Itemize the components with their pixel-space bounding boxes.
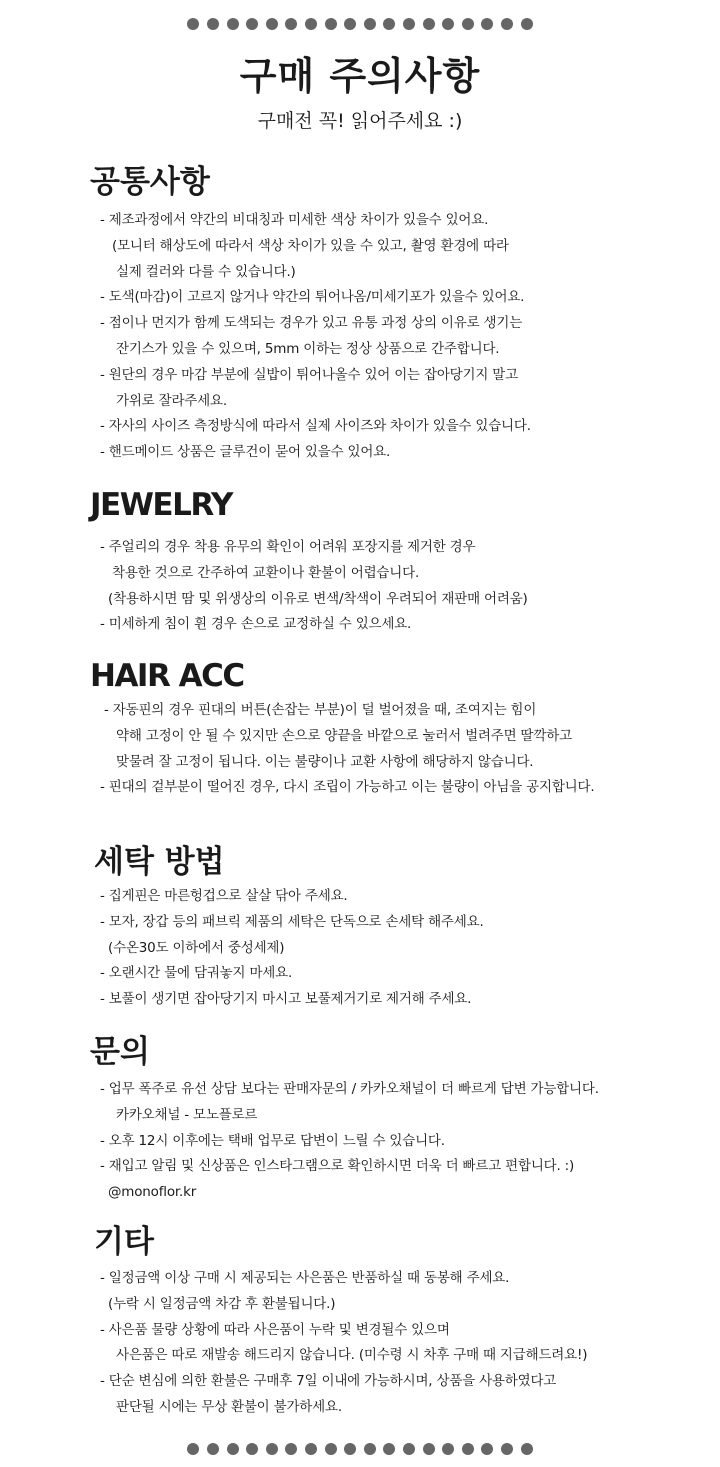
section-heading: 기타 [94,1224,154,1260]
dot-ornament [344,1443,356,1455]
dot-ornament [403,1443,415,1455]
notice-line: - 주얼리의 경우 착용 유무의 확인이 어려워 포장지를 제거한 경우 [100,539,476,555]
dot-ornament [501,1443,513,1455]
notice-line: - 모자, 장갑 등의 패브릭 제품의 세탁은 단독으로 손세탁 해주세요. [100,913,484,930]
notice-line: - 오랜시간 물에 담궈놓지 마세요. [100,965,293,982]
dot-ornament [442,1443,454,1455]
dot-ornament [364,1443,376,1455]
dot-ornament [383,1443,395,1455]
dot-ornament [462,18,474,30]
dot-ornament [442,18,454,30]
notice-line: - 집게핀은 마른헝겁으로 살살 닦아 주세요. [100,888,348,904]
notice-line: 잔기스가 있을 수 있으며, 5mm 이하는 정상 상품으로 간주합니다. [116,340,500,357]
dot-ornament [325,18,337,30]
bottom-dot-divider [0,1443,720,1455]
notice-line: - 사은품 물량 상황에 따라 사은품이 누락 및 변경될수 있으며 [100,1321,450,1338]
notice-line: 카카오채널 - 모노플로르 [116,1106,258,1123]
top-dot-divider [0,18,720,30]
notice-line: 맞물려 잘 고정이 됩니다. 이는 불량이나 교환 사항에 해당하지 않습니다. [116,753,534,770]
dot-ornament [383,18,395,30]
dot-ornament [364,18,376,30]
notice-line: 실제 컬러와 다를 수 있습니다.) [116,263,296,280]
notice-line: - 도색(마감)이 고르지 않거나 약간의 튀어나옴/미세기포가 있을수 있어요. [100,289,525,306]
notice-line: - 보풀이 생기면 잡아당기지 마시고 보풀제거기로 제거해 주세요. [100,991,472,1008]
notice-line: - 업무 폭주로 유선 상담 보다는 판매자문의 / 카카오채널이 더 빠르게 답변 가능합니다. [100,1081,599,1097]
dot-ornament [501,18,513,30]
notice-line: (누락 시 일정금액 차감 후 환불됩니다.) [108,1295,336,1312]
dot-ornament [227,1443,239,1455]
notice-line: - 자사의 사이즈 측정방식에 따라서 실제 사이즈와 차이가 있을수 있습니다. [100,418,531,435]
notice-line: - 단순 변심에 의한 환불은 구매후 7일 이내에 가능하시며, 상품을 사용하였다고 [100,1373,557,1390]
dot-ornament [521,18,533,30]
notice-line: 사은품은 따로 재발송 해드리지 않습니다. (미수령 시 차후 구매 때 지급해드려요!) [116,1347,588,1364]
section-heading: 공통사항 [90,164,210,200]
dot-ornament [305,1443,317,1455]
dot-ornament [521,1443,533,1455]
dot-ornament [266,1443,278,1455]
dot-ornament [481,18,493,30]
notice-line: - 원단의 경우 마감 부분에 실밥이 튀어나올수 있어 이는 잡아당기지 말고 [100,366,518,383]
dot-ornament [187,18,199,30]
section-heading: 세탁 방법 [94,844,225,880]
page-title: 구매 주의사항 [239,54,481,98]
dot-ornament [207,1443,219,1455]
page-subtitle: 구매전 꼭! 읽어주세요 :) [257,110,463,132]
notice-line: - 자동핀의 경우 핀대의 버튼(손잡는 부분)이 덜 벌어졌을 때, 조여지는 힘이 [104,702,537,718]
notice-line: - 일정금액 이상 구매 시 제공되는 사은품은 반품하실 때 동봉해 주세요. [100,1270,510,1286]
notice-line: - 점이나 먼지가 함께 도색되는 경우가 있고 유통 과정 상의 이유로 생기는 [100,315,523,332]
dot-ornament [227,18,239,30]
notice-line: (모니터 해상도에 따라서 색상 차이가 있을 수 있고, 촬영 환경에 따라 [112,237,509,254]
notice-line: 가위로 잘라주세요. [116,392,227,409]
notice-line: - 핀대의 겉부분이 떨어진 경우, 다시 조립이 가능하고 이는 불량이 아님을 공지합니다. [100,779,595,796]
dot-ornament [325,1443,337,1455]
dot-ornament [423,1443,435,1455]
dot-ornament [423,18,435,30]
notice-line: (수온30도 이하에서 중성세제) [108,939,285,956]
instagram-handle: @monoflor.kr [108,1184,197,1201]
dot-ornament [462,1443,474,1455]
dot-ornament [285,1443,297,1455]
section-heading: JEWELRY [90,487,232,523]
notice-line: 판단될 시에는 무상 환불이 불가하세요. [116,1398,342,1415]
dot-ornament [285,18,297,30]
notice-line: 약해 고정이 안 될 수 있지만 손으로 양끝을 바깥으로 눌러서 벌려주면 딸깍하고 [116,727,572,744]
notice-line: 착용한 것으로 간주하여 교환이나 환불이 어렵습니다. [112,564,420,581]
dot-ornament [481,1443,493,1455]
notice-line: - 오후 12시 이후에는 택배 업무로 답변이 느릴 수 있습니다. [100,1132,445,1149]
dot-ornament [187,1443,199,1455]
dot-ornament [266,18,278,30]
dot-ornament [305,18,317,30]
section-heading: HAIR ACC [90,658,244,694]
notice-line: (착용하시면 땀 및 위생상의 이유로 변색/착색이 우려되어 재판매 어려움) [108,590,528,607]
dot-ornament [344,18,356,30]
notice-line: - 핸드메이드 상품은 글루건이 묻어 있을수 있어요. [100,444,391,461]
section-heading: 문의 [90,1034,150,1070]
dot-ornament [246,1443,258,1455]
notice-line: - 재입고 알림 및 신상품은 인스타그램으로 확인하시면 더욱 더 빠르고 편합니다. :) [100,1158,575,1175]
notice-line: - 미세하게 침이 휜 경우 손으로 교정하실 수 있으세요. [100,616,412,633]
dot-ornament [403,18,415,30]
dot-ornament [246,18,258,30]
notice-line: - 제조과정에서 약간의 비대칭과 미세한 색상 차이가 있을수 있어요. [100,212,489,228]
dot-ornament [207,18,219,30]
